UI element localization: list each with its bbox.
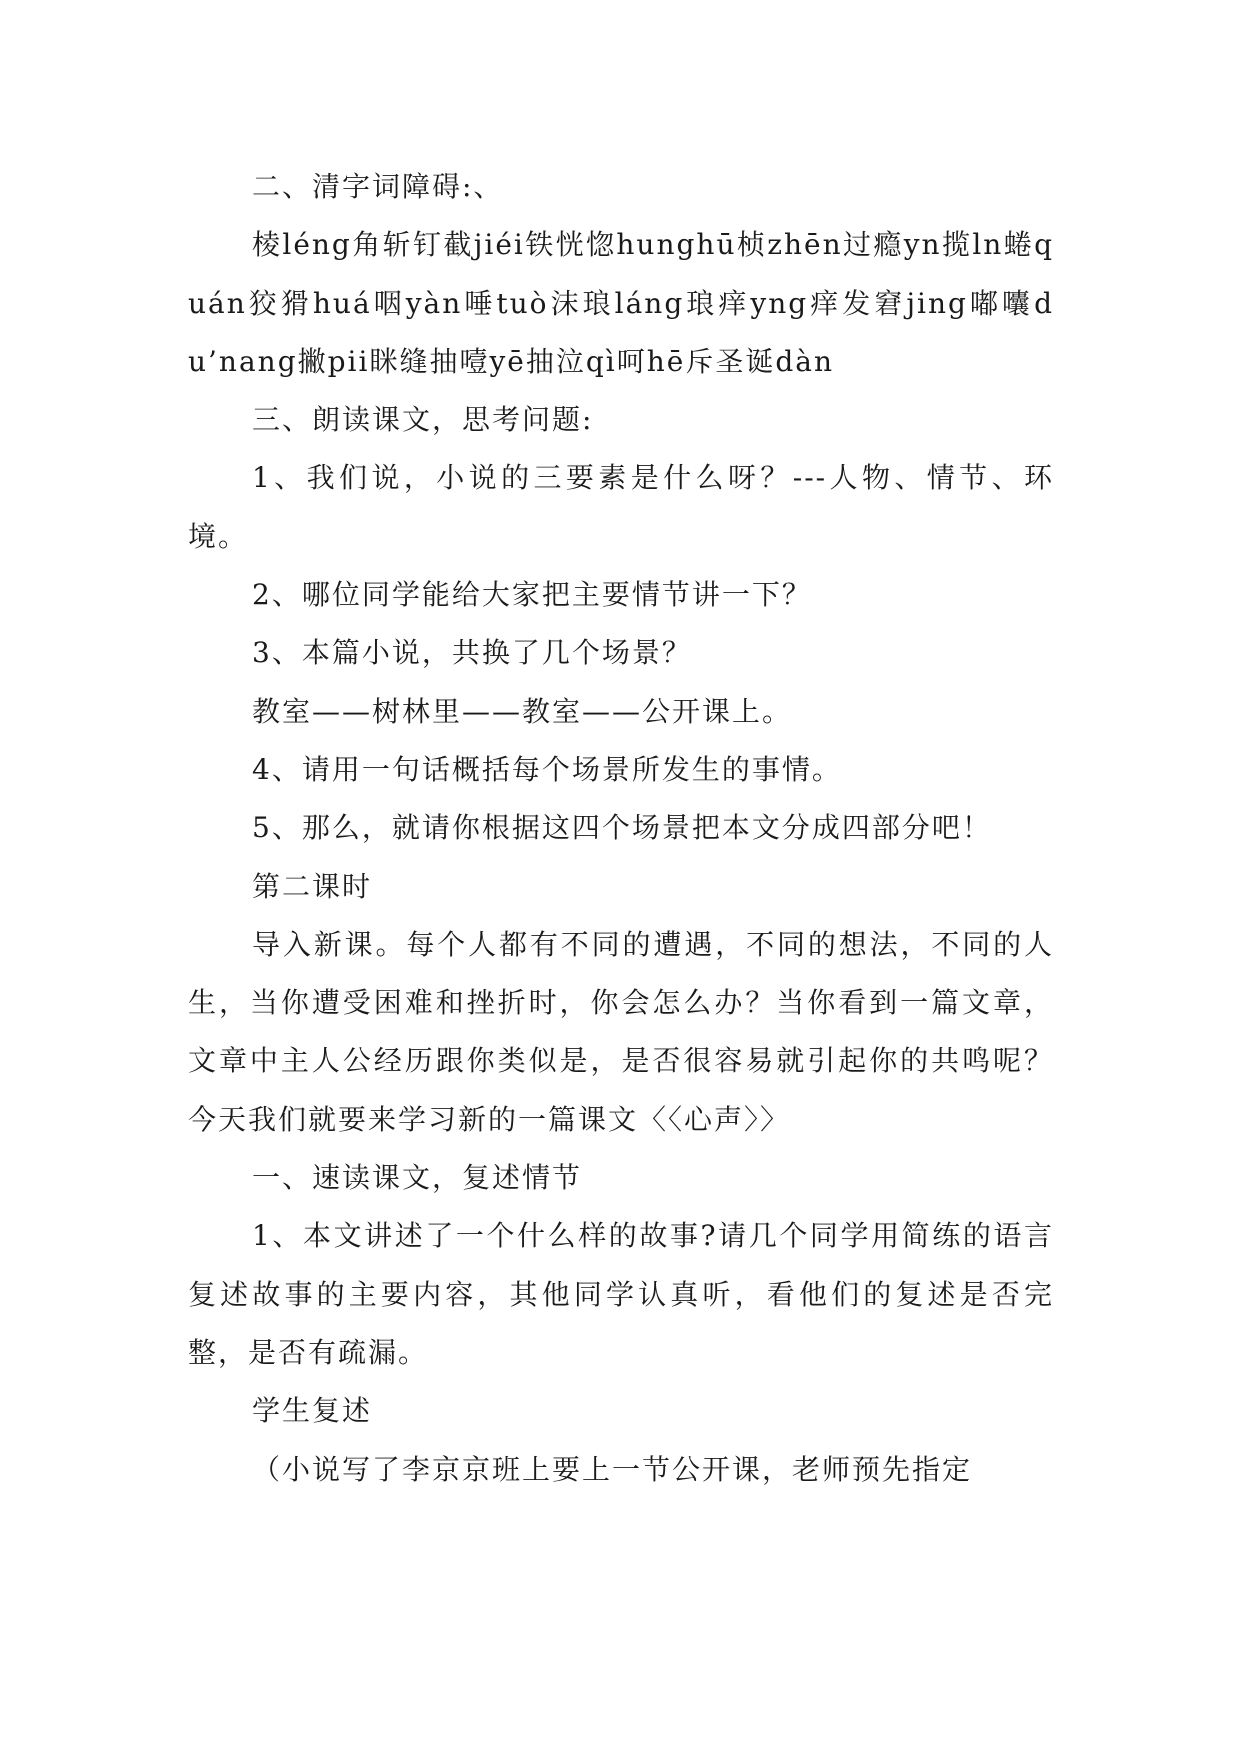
heading-clear-word-obstacles: 二、清字词障碍:、	[252, 170, 504, 203]
document-body	[188, 158, 1054, 1499]
question-4: 4、请用一句话概括每个场景所发生的事情。	[252, 752, 842, 786]
question-2: 2、哪位同学能给大家把主要情节讲一下？	[252, 578, 812, 612]
lesson-introduction: 导入新课。每个人都有不同的遭遇，不同的想法，不同的人生，当你遭受困难和挫折时，你会怎么办？当你看到一篇文章，文章中主人公经历跟你类似是，是否很容易就引起你的共鸣呢？今天我们就要来学习新的一篇课文〈〈心声〉〉	[188, 927, 1054, 1136]
question-5: 5、那么，就请你根据这四个场景把本文分成四部分吧！	[252, 811, 992, 845]
retell-question: 1、本文讲述了一个什么样的故事?请几个同学用简练的语言复述故事的主要内容，其他同学认真听，看他们的复述是否完整，是否有疏漏。	[188, 1219, 1054, 1369]
heading-second-lesson: 第二课时	[252, 869, 373, 903]
scene-sequence: 教室——树林里——教室——公开课上。	[252, 694, 793, 728]
question-3: 3、本篇小说，共换了几个场景？	[252, 636, 692, 670]
vocabulary-pinyin-list: 棱léng角斩钉截jiéi铁恍惚hunghū桢zhēn过瘾yn揽ln蜷quán狡猾huá咽yàn唾tuò沫琅láng琅痒yng痒发窘jing嘟囔du’nang撇pii眯缝抽噎yē抽泣qì呵hē斥圣诞dàn	[188, 228, 1054, 378]
heading-speed-read: 一、速读课文，复述情节	[252, 1161, 583, 1195]
question-1: 1、我们说，小说的三要素是什么呀？---人物、情节、环境。	[188, 461, 1054, 553]
student-retell-label: 学生复述	[252, 1394, 373, 1428]
story-summary-start: （小说写了李京京班上要上一节公开课，老师预先指定	[252, 1452, 973, 1486]
heading-read-and-think: 三、朗读课文，思考问题:	[252, 403, 594, 437]
